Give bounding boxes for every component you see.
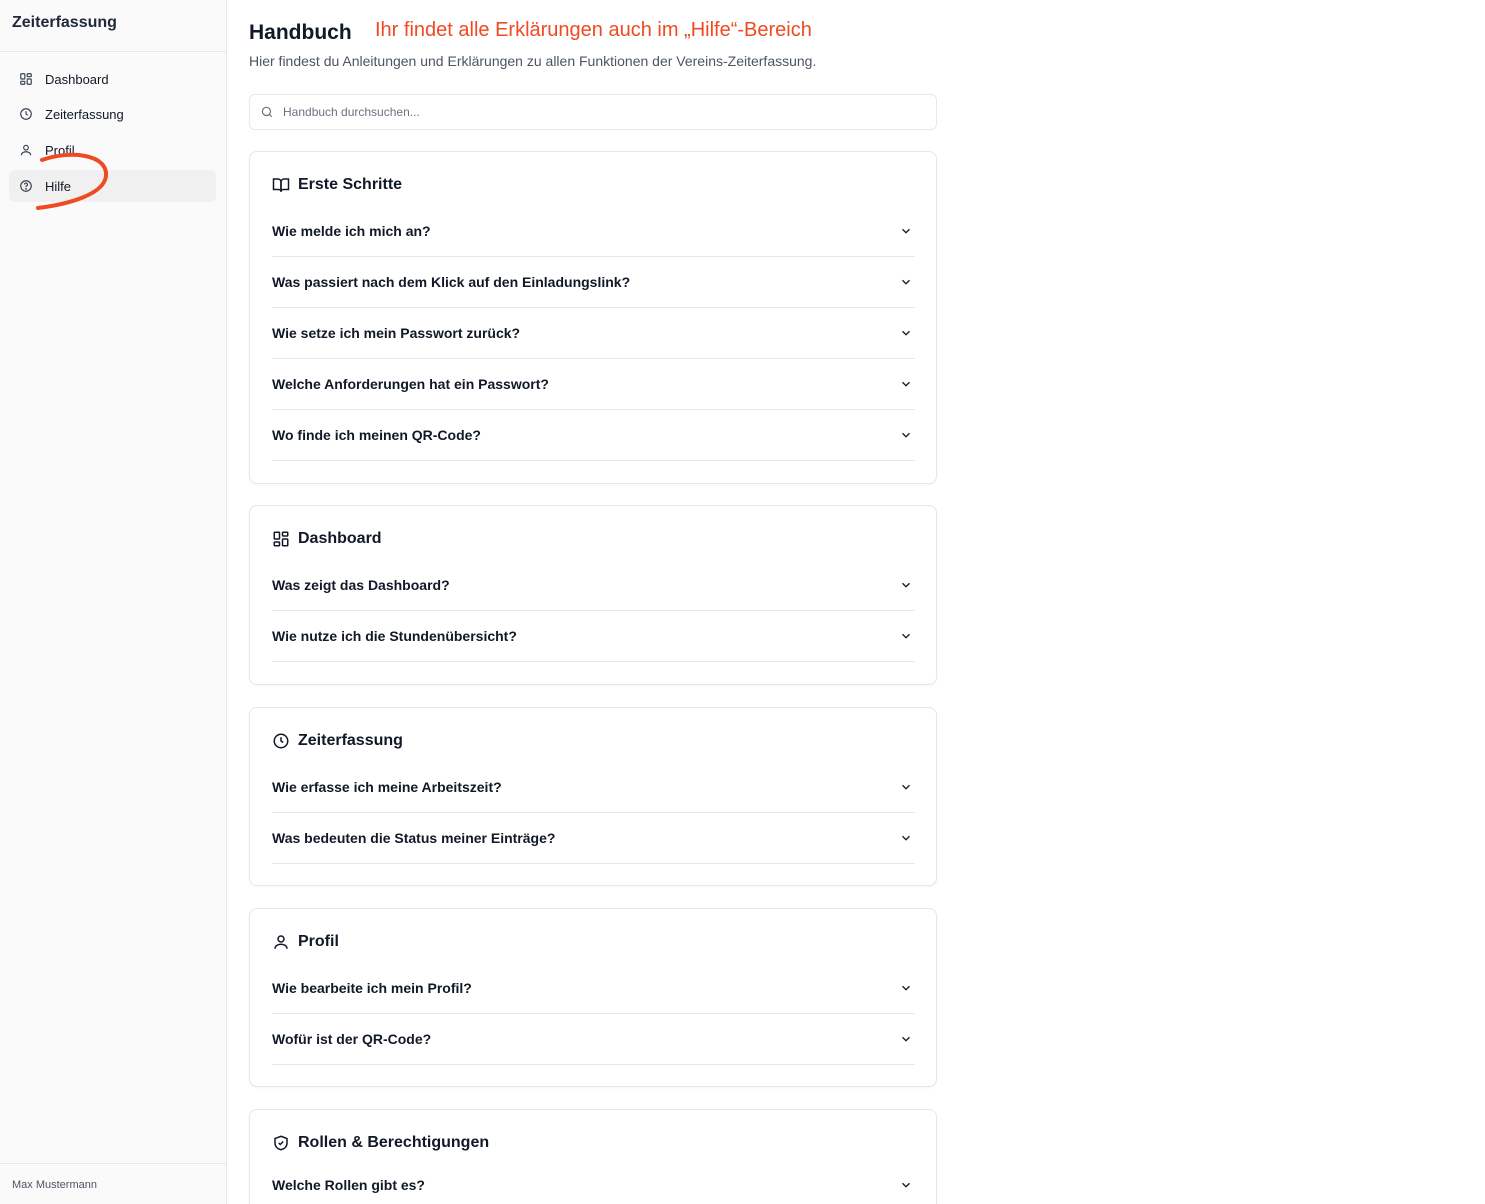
- question-label: Wie erfasse ich meine Arbeitszeit?: [272, 779, 502, 795]
- accordion-list: [272, 963, 915, 1065]
- chevron-down-icon: [899, 224, 913, 238]
- accordion-item[interactable]: [272, 611, 915, 662]
- accordion-item[interactable]: [272, 308, 915, 359]
- question-label: Welche Rollen gibt es?: [272, 1176, 425, 1193]
- chevron-down-icon: [899, 428, 913, 442]
- accordion-item[interactable]: [272, 1164, 915, 1204]
- accordion-list: [272, 206, 915, 461]
- section-card-erste-schritte: [249, 151, 937, 484]
- section-card-zeiterfassung: [249, 707, 937, 886]
- chevron-down-icon: [899, 578, 913, 592]
- accordion-item[interactable]: [272, 359, 915, 410]
- section-title: Zeiterfassung: [298, 732, 403, 749]
- accordion-item[interactable]: [272, 206, 915, 257]
- section-header: [272, 1134, 489, 1152]
- sidebar-item-hilfe[interactable]: [9, 170, 216, 202]
- chevron-down-icon: [899, 1178, 913, 1192]
- accordion-item[interactable]: [272, 257, 915, 308]
- section-header: [272, 176, 402, 194]
- help-circle-icon: [19, 179, 33, 193]
- search-input[interactable]: [283, 105, 903, 119]
- section-header: [272, 732, 403, 750]
- section-title: Profil: [298, 933, 339, 950]
- chevron-down-icon: [899, 780, 913, 794]
- accordion-list: [272, 762, 915, 864]
- user-name: Max Mustermann: [12, 1179, 97, 1191]
- question-label: Wie nutze ich die Stundenübersicht?: [272, 628, 517, 644]
- chevron-down-icon: [899, 377, 913, 391]
- section-title: Dashboard: [298, 530, 382, 547]
- question-label: Wie setze ich mein Passwort zurück?: [272, 325, 521, 341]
- section-title: Erste Schritte: [298, 176, 403, 193]
- question-label: Wofür ist der QR-Code?: [272, 1031, 432, 1047]
- sidebar-item-label: Dashboard: [45, 71, 109, 87]
- question-label: Welche Anforderungen hat ein Passwort?: [272, 376, 549, 392]
- search-icon: [260, 105, 274, 119]
- question-label: Wo finde ich meinen QR-Code?: [272, 427, 481, 443]
- section-card-profil: [249, 908, 937, 1087]
- user-icon: [19, 143, 33, 157]
- shield-icon: [272, 1134, 290, 1152]
- page-subtitle: Hier findest du Anleitungen und Erklärungen zu allen Funktionen der Vereins-Zeiterfassung.: [249, 53, 817, 69]
- question-label: Was zeigt das Dashboard?: [272, 577, 450, 593]
- chevron-down-icon: [899, 831, 913, 845]
- chevron-down-icon: [899, 326, 913, 340]
- accordion-item[interactable]: [272, 560, 915, 611]
- clock-icon: [272, 732, 290, 750]
- sidebar-item-label: Zeiterfassung: [45, 106, 124, 122]
- clock-icon: [19, 107, 33, 121]
- accordion-list: [272, 560, 915, 662]
- page-title: Handbuch: [249, 21, 352, 44]
- section-header: [272, 530, 382, 548]
- search-box[interactable]: [249, 94, 937, 130]
- chevron-down-icon: [899, 981, 913, 995]
- accordion-item[interactable]: [272, 1014, 915, 1065]
- accordion-item[interactable]: [272, 762, 915, 813]
- annotation-note: Ihr findet alle Erklärungen auch im „Hilfe“-Bereich: [375, 19, 812, 41]
- sidebar-item-label: Profil: [45, 142, 75, 158]
- sidebar-footer-divider: [0, 1163, 226, 1164]
- accordion-item[interactable]: [272, 963, 915, 1014]
- sidebar-item-zeiterfassung[interactable]: [9, 98, 216, 130]
- section-card-dashboard: [249, 505, 937, 685]
- book-open-icon: [272, 176, 290, 194]
- sidebar-divider: [0, 51, 226, 52]
- accordion-item[interactable]: [272, 410, 915, 461]
- accordion-list: [272, 1164, 915, 1204]
- question-label: Was bedeuten die Status meiner Einträge?: [272, 830, 556, 846]
- user-icon: [272, 933, 290, 951]
- accordion-item[interactable]: [272, 813, 915, 864]
- sidebar-item-dashboard[interactable]: [9, 63, 216, 95]
- section-header: [272, 933, 339, 951]
- dashboard-grid-icon: [272, 530, 290, 548]
- sidebar-item-label: Hilfe: [45, 178, 72, 194]
- sidebar-item-profil[interactable]: [9, 134, 216, 166]
- question-label: Was passiert nach dem Klick auf den Einladungslink?: [272, 274, 631, 290]
- question-label: Wie bearbeite ich mein Profil?: [272, 980, 472, 996]
- section-card-rollen: [249, 1109, 937, 1204]
- dashboard-grid-icon: [19, 72, 33, 86]
- sidebar: [0, 0, 227, 1204]
- section-title: Rollen & Berechtigungen: [298, 1134, 490, 1151]
- chevron-down-icon: [899, 1032, 913, 1046]
- app-title: Zeiterfassung: [12, 14, 117, 31]
- question-label: Wie melde ich mich an?: [272, 223, 431, 239]
- chevron-down-icon: [899, 629, 913, 643]
- chevron-down-icon: [899, 275, 913, 289]
